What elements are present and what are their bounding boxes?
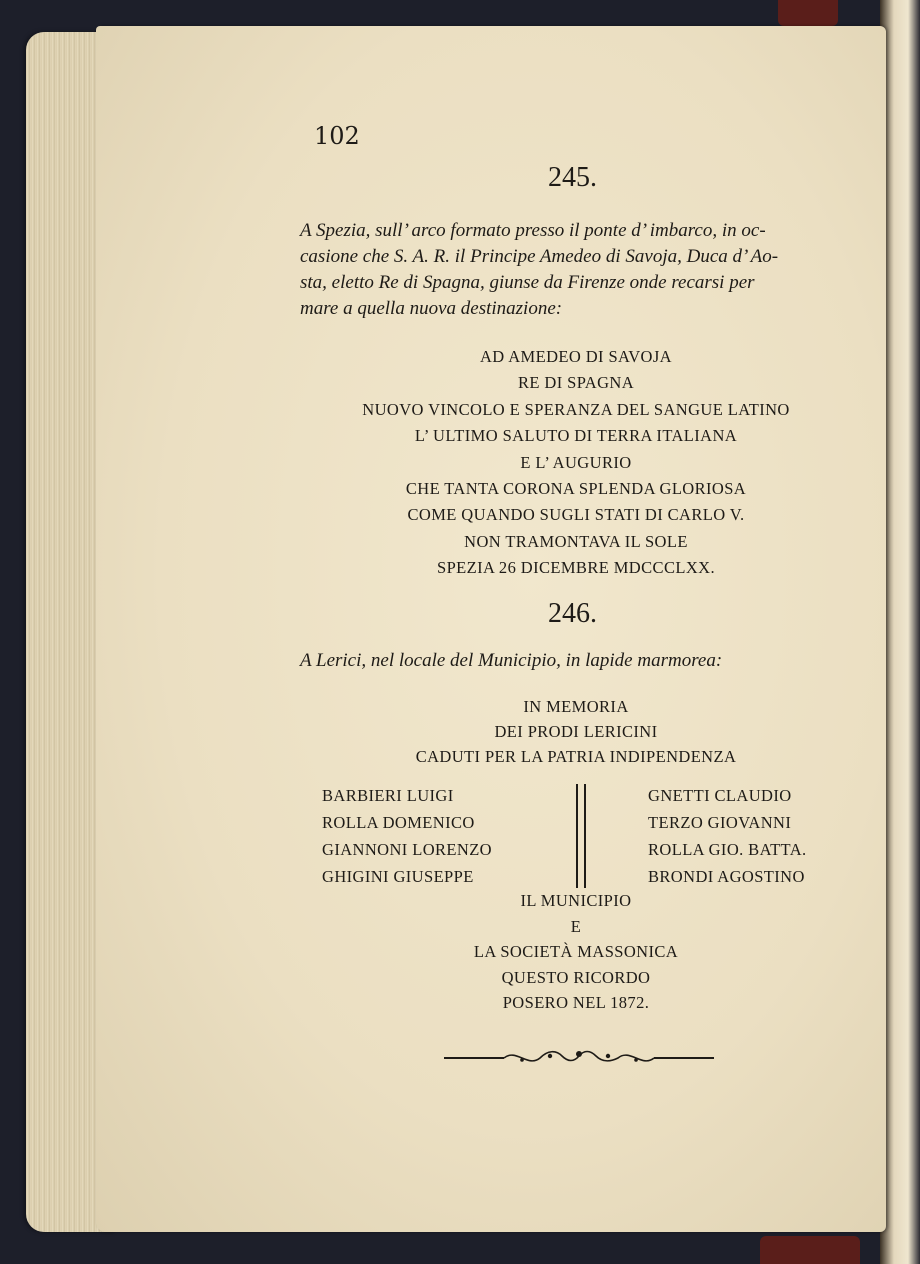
intro-line: A Spezia, sull’ arco formato presso il ponte d’ imbarco, in oc- bbox=[300, 220, 766, 241]
intro-line: casione che S. A. R. il Principe Amedeo di Savoja, Duca d’ Ao- bbox=[300, 246, 779, 267]
inscription-line: NUOVO VINCOLO E SPERANZA DEL SANGUE LATINO bbox=[362, 399, 790, 419]
inscription-line: NON TRAMONTAVA IL SOLE bbox=[464, 531, 688, 551]
inscription-245-text bbox=[300, 344, 852, 582]
bookmark-ribbon-bottom bbox=[760, 1236, 860, 1264]
inscription-line: AD AMEDEO DI SAVOJA bbox=[479, 347, 673, 366]
tailpiece-ornament-icon bbox=[444, 1044, 714, 1072]
inscription-line: SPEZIA 26 DICEMBRE MDCCCLXX. bbox=[437, 558, 715, 578]
name-entry: GNETTI CLAUDIO bbox=[648, 786, 792, 805]
name-entry: ROLLA GIO. BATTA. bbox=[648, 840, 807, 859]
name-entry: GHIGINI GIUSEPPE bbox=[322, 867, 474, 886]
names-left-column bbox=[322, 782, 492, 890]
page-number: 102 bbox=[314, 122, 360, 150]
name-entry: BARBIERI LUIGI bbox=[322, 786, 454, 805]
intro-line: sta, eletto Re di Spagna, giunse da Firenze onde recarsi per bbox=[300, 272, 755, 293]
inscription-246-header bbox=[300, 694, 852, 769]
next-page-edge bbox=[880, 0, 920, 1264]
inscription-number-246: 246. bbox=[548, 598, 597, 629]
name-entry: ROLLA DOMENICO bbox=[322, 813, 475, 832]
inscription-line: COME QUANDO SUGLI STATI DI CARLO V. bbox=[407, 505, 745, 525]
names-right-column bbox=[648, 782, 807, 890]
inscription-line: QUESTO RICORDO bbox=[501, 967, 651, 987]
inscription-line: CADUTI PER LA PATRIA INDIPENDENZA bbox=[415, 747, 737, 766]
inscription-246-intro: A Lerici, nel locale del Municipio, in lapide marmorea: bbox=[300, 650, 723, 671]
inscription-line: RE DI SPAGNA bbox=[517, 373, 635, 393]
column-divider bbox=[576, 784, 586, 888]
name-entry: TERZO GIOVANNI bbox=[648, 813, 792, 832]
inscription-line: POSERO NEL 1872. bbox=[502, 993, 650, 1012]
inscription-line: IN MEMORIA bbox=[523, 697, 629, 716]
inscription-line: E L’ AUGURIO bbox=[520, 452, 632, 472]
inscription-245-intro bbox=[300, 218, 852, 322]
inscription-line: CHE TANTA CORONA SPLENDA GLORIOSA bbox=[405, 479, 747, 499]
bookmark-ribbon-top bbox=[778, 0, 838, 26]
name-entry: BRONDI AGOSTINO bbox=[648, 867, 805, 886]
inscription-line: LA SOCIETÀ MASSONICA bbox=[473, 942, 679, 961]
name-entry: GIANNONI LORENZO bbox=[322, 840, 492, 859]
inscription-line: L’ ULTIMO SALUTO DI TERRA ITALIANA bbox=[414, 426, 738, 446]
inscription-number-245: 245. bbox=[548, 162, 597, 193]
inscription-line: E bbox=[570, 916, 582, 936]
inscription-line: DEI PRODI LERICINI bbox=[494, 722, 658, 741]
inscription-line: IL MUNICIPIO bbox=[520, 891, 632, 910]
inscription-246-footer bbox=[300, 888, 852, 1016]
intro-line: mare a quella nuova destinazione: bbox=[300, 298, 563, 319]
